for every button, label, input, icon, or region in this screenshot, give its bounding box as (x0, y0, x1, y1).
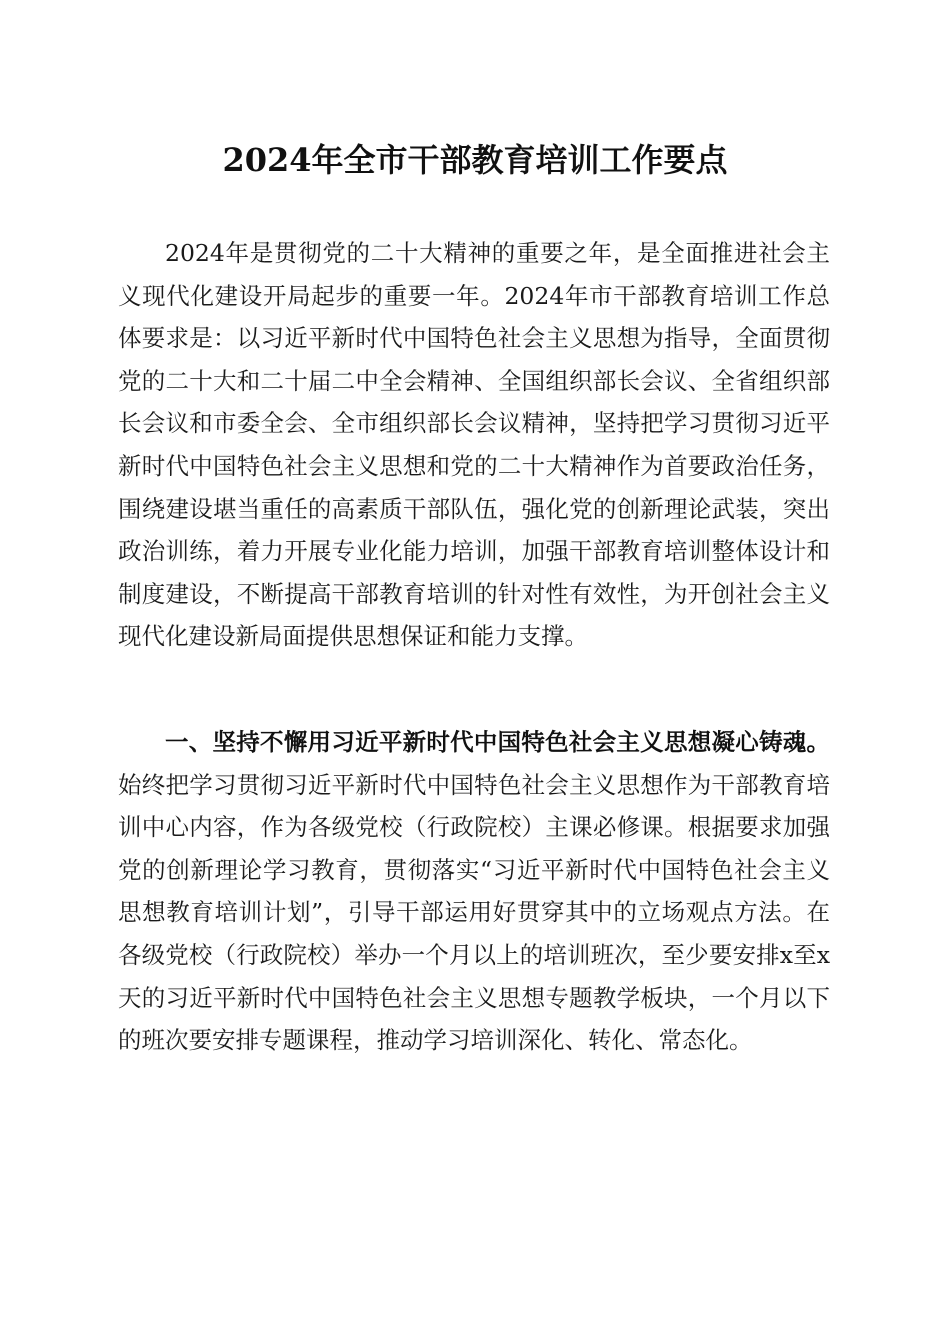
section-body: 始终把学习贯彻习近平新时代中国特色社会主义思想作为干部教育培训中心内容，作为各级党校（行政院校）主课必修课。根据要求加强党的创新理论学习教育，贯彻落实“习近平新时代中国特色社会主义思想教育培训计划”，引导干部运用好贯穿其中的立场观点方法。在各级党校（行政院校）举办一个月以上的培训班次，至少要安排x至x天的习近平新时代中国特色社会主义思想专题教学板块，一个月以下的班次要安排专题课程，推动学习培训深化、转化、常态化。 (118, 770, 830, 1055)
section-paragraph (118, 721, 830, 1062)
document-title: 2024年全市干部教育培训工作要点 (222, 141, 728, 179)
intro-block (118, 232, 830, 658)
intro-paragraph: 2024年是贯彻党的二十大精神的重要之年，是全面推进社会主义现代化建设开局起步的重要一年。2024年市干部教育培训工作总体要求是：以习近平新时代中国特色社会主义思想为指导，全面贯彻党的二十大和二十届二中全会精神、全国组织部长会议、全省组织部长会议和市委全会、全市组织部长会议精神，坚持把学习贯彻习近平新时代中国特色社会主义思想和党的二十大精神作为首要政治任务，围绕建设堪当重任的高素质干部队伍，强化党的创新理论武装，突出政治训练，着力开展专业化能力培训，加强干部教育培训整体设计和制度建设，不断提高干部教育培训的针对性有效性，为开创社会主义现代化建设新局面提供思想保证和能力支撑。 (118, 239, 830, 651)
section-block (118, 721, 830, 1062)
section-heading: 一、坚持不懈用习近平新时代中国特色社会主义思想凝心铸魂。 (165, 728, 830, 756)
